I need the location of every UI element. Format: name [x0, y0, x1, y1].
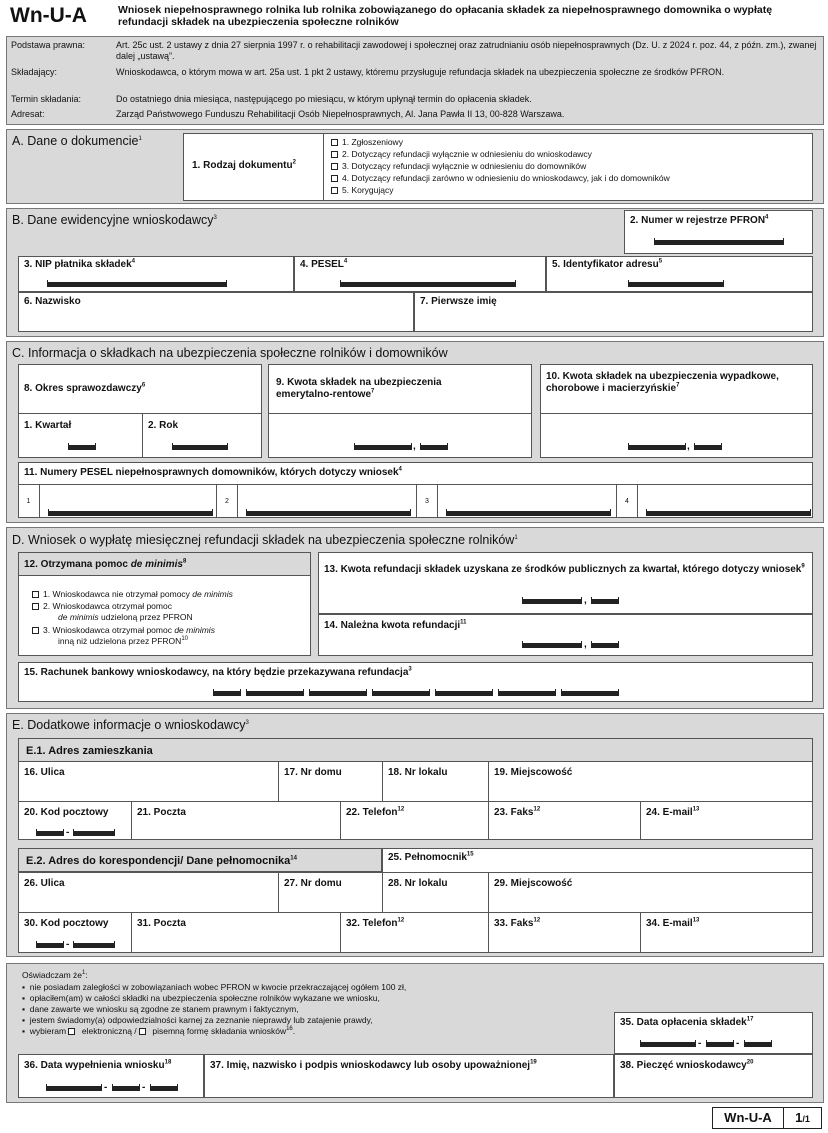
pesel-slot-cells[interactable] — [646, 509, 811, 516]
declaration-item: ▪ opłaciłem(am) w całości składki na ubezpieczenia społeczne rolników wykazane we wniosku, — [22, 993, 380, 1003]
pesel-slot: 3 — [416, 484, 438, 518]
checkbox[interactable] — [331, 139, 338, 146]
correspondence-title: E.2. Adres do korespondencji/ Dane pełnomocnika$^{14}$ — [26, 855, 297, 867]
de-minimis-option-cont: de minimis udzieloną przez PFRON — [58, 612, 193, 622]
doc-type-option[interactable]: 5. Korygujący — [331, 185, 394, 195]
page-indicator: 1/1 — [784, 1107, 822, 1129]
post-office-label: 31. Poczta — [137, 918, 186, 929]
postal-code-cells[interactable] — [73, 829, 115, 836]
de-minimis-label: 12. Otrzymana pomoc de minimis$^8$ — [24, 558, 187, 570]
col-line — [488, 762, 489, 801]
col-line — [382, 762, 383, 801]
payment-date-label: 35. Data opłacenia składek$^{17}$ — [620, 1016, 754, 1028]
postal-code-cells[interactable] — [36, 941, 64, 948]
payment-date-cells[interactable] — [706, 1040, 734, 1047]
col-line — [488, 873, 489, 912]
comma: , — [687, 441, 690, 452]
proxy-label: 25. Pełnomocnik$^{15}$ — [388, 851, 474, 863]
bank-account-cells[interactable] — [246, 689, 304, 696]
col-line — [278, 762, 279, 801]
section-b-title: B. Dane ewidencyjne wnioskodawcy$^3$ — [12, 213, 217, 227]
col-line — [278, 873, 279, 912]
stamp-label: 38. Pieczęć wnioskodawcy$^{20}$ — [620, 1059, 754, 1071]
pfron-number-label: 2. Numer w rejestrze PFRON$^4$ — [630, 214, 769, 226]
due-refund-cells[interactable] — [522, 641, 582, 648]
quarter-cells[interactable] — [68, 443, 96, 450]
address-id-label: 5. Identyfikator adresu$^5$ — [552, 258, 663, 270]
dash: - — [66, 827, 70, 838]
info-label: Podstawa prawna: — [11, 40, 86, 50]
pension-contrib-cents[interactable] — [420, 443, 448, 450]
postal-code-label: 20. Kod pocztowy — [24, 807, 109, 818]
pesel-slot-cells[interactable] — [446, 509, 611, 516]
doc-type-option[interactable]: 3. Dotyczący refundacji wyłącznie w odniesieniu do domowników — [331, 161, 586, 171]
city-label: 19. Miejscowość — [494, 767, 573, 778]
info-label: Składający: — [11, 67, 58, 77]
dash: - — [142, 1082, 146, 1093]
phone-label: 22. Telefon$^{12}$ — [346, 806, 405, 818]
phone-label: 32. Telefon$^{12}$ — [346, 917, 405, 929]
pesel-slot: 1 — [18, 484, 40, 518]
bank-account-cells[interactable] — [498, 689, 556, 696]
pesel-slot-cells[interactable] — [246, 509, 411, 516]
declaration-item: ▪ dane zawarte we wniosku są zgodne ze stanem prawnym i faktycznym, — [22, 1004, 299, 1014]
street-label: 16. Ulica — [24, 767, 65, 778]
pension-contrib-label: 9. Kwota składek na ubezpieczenia emerytalno-rentowe$^7$ — [276, 377, 442, 400]
bank-account-cells[interactable] — [213, 689, 241, 696]
postal-code-cells[interactable] — [36, 829, 64, 836]
declaration-item: ▪ jestem świadomy(a) odpowiedzialności karnej za zeznanie nieprawdy lub zatajenie prawdy, — [22, 1015, 373, 1025]
nip-cells[interactable] — [47, 280, 227, 287]
form-title: Wniosek niepełnosprawnego rolnika lub rolnika zobowiązanego do opłacania składek za niepełnosprawnego domownika o wypłatę refundacji składek na ubezpieczenia społeczne rolników — [118, 4, 773, 28]
checkbox[interactable] — [32, 603, 39, 610]
de-minimis-option[interactable]: 1. Wnioskodawca nie otrzymał pomocy de minimis — [32, 589, 233, 599]
post-office-label: 21. Poczta — [137, 807, 186, 818]
checkbox[interactable] — [331, 187, 338, 194]
fill-date-cells[interactable] — [150, 1084, 178, 1091]
bank-account-cells[interactable] — [435, 689, 493, 696]
apartment-no-label: 28. Nr lokalu — [388, 878, 448, 889]
footer-code: Wn-U-A — [712, 1107, 784, 1129]
doc-type-label: 1. Rodzaj dokumentu$^2$ — [192, 159, 296, 171]
fax-label: 23. Faks$^{12}$ — [494, 806, 541, 818]
due-refund-label: 14. Należna kwota refundacji$^{11}$ — [324, 619, 467, 631]
public-refund-cents[interactable] — [591, 597, 619, 604]
due-refund-cents[interactable] — [591, 641, 619, 648]
postal-code-cells[interactable] — [73, 941, 115, 948]
declaration-title: Oświadczam $że^1$: — [22, 970, 88, 980]
comma: , — [584, 595, 587, 606]
checkbox[interactable] — [68, 1028, 75, 1035]
public-refund-label: 13. Kwota refundacji składek uzyskana ze środków publicznych za kwartał, którego dotyczy wniosek$^9$ — [324, 563, 805, 575]
pfron-number-cells[interactable] — [654, 238, 784, 245]
nip-label: 3. NIP płatnika składek$^4$ — [24, 258, 135, 270]
residence-title: E.1. Adres zamieszkania — [26, 745, 153, 757]
public-refund-cells[interactable] — [522, 597, 582, 604]
first-name-label: 7. Pierwsze imię — [420, 296, 497, 307]
doc-type-option[interactable]: 4. Dotyczący refundacji zarówno w odniesieniu do wnioskodawcy, jak i do domowników — [331, 173, 670, 183]
dash: - — [698, 1038, 702, 1049]
info-text: Wnioskodawca, o którym mowa w art. 25a ust. 1 pkt 2 ustawy, któremu przysługuje refundacja składek na ubezpieczenia społeczne ze środków PFRON. — [116, 67, 725, 77]
dash: - — [104, 1082, 108, 1093]
street-label: 26. Ulica — [24, 878, 65, 889]
checkbox[interactable] — [32, 627, 39, 634]
row-line — [18, 801, 813, 802]
checkbox[interactable] — [139, 1028, 146, 1035]
de-minimis-option-cont: inną niż udzielona przez PFRON$^{10}$ — [58, 636, 188, 646]
row-line — [18, 912, 813, 913]
period-label: 8. Okres sprawozdawczy$^6$ — [24, 382, 146, 394]
payment-date-cells[interactable] — [640, 1040, 696, 1047]
pesel-cells[interactable] — [340, 280, 516, 287]
divider — [142, 413, 143, 458]
email-label: 24. E-mail$^{13}$ — [646, 806, 700, 818]
checkbox[interactable] — [331, 163, 338, 170]
surname-label: 6. Nazwisko — [24, 296, 81, 307]
checkbox[interactable] — [331, 151, 338, 158]
col-line — [131, 801, 132, 840]
form-code: Wn-U-A — [10, 4, 87, 27]
bank-account-cells[interactable] — [561, 689, 619, 696]
email-label: 34. E-mail$^{13}$ — [646, 917, 700, 929]
dash: - — [66, 939, 70, 950]
section-d-title: D. Wniosek o wypłatę miesięcznej refundacji składek na ubezpieczenia społeczne rolników$^1$ — [12, 533, 518, 547]
domestic-pesel-label: 11. Numery PESEL niepełnosprawnych domowników, których dotyczy wniosek$^4$ — [24, 466, 402, 478]
house-no-label: 27. Nr domu — [284, 878, 342, 889]
apartment-no-label: 18. Nr lokalu — [388, 767, 448, 778]
bank-account-cells[interactable] — [309, 689, 367, 696]
pesel-slot-cells[interactable] — [48, 509, 213, 516]
checkbox[interactable] — [331, 175, 338, 182]
bank-account-cells[interactable] — [372, 689, 430, 696]
divider — [540, 413, 813, 414]
col-line — [340, 912, 341, 953]
comma: , — [584, 639, 587, 650]
info-text: Zarząd Państwowego Funduszu Rehabilitacji Osób Niepełnosprawnych, Al. Jana Pawła II 13, 00-828 Warszawa. — [116, 109, 565, 119]
signature-label: 37. Imię, nazwisko i podpis wnioskodawcy lub osoby upoważnionej$^{19}$ — [210, 1059, 537, 1071]
year-cells[interactable] — [172, 443, 228, 450]
col-line — [640, 801, 641, 840]
pesel-slot: 4 — [616, 484, 638, 518]
col-line — [382, 848, 383, 912]
info-label: Adresat: — [11, 109, 45, 119]
divider — [268, 413, 532, 414]
col-line — [131, 912, 132, 953]
info-text: Do ostatniego dnia miesiąca, następującego po miesiącu, w którym upłynął termin do opłacenia składek. — [116, 94, 532, 104]
col-line — [340, 801, 341, 840]
section-c-title: C. Informacja o składkach na ubezpieczenia społeczne rolników i domowników — [12, 346, 448, 360]
bank-account-label: 15. Rachunek bankowy wnioskodawcy, na który będzie przekazywana refundacja$^3$ — [24, 666, 412, 678]
fill-date-cells[interactable] — [46, 1084, 102, 1091]
fill-date-cells[interactable] — [112, 1084, 140, 1091]
declaration-item: ▪ nie posiadam zaległości w zobowiązaniach wobec PFRON w kwocie przekraczającej ogółem 100 zł, — [22, 982, 407, 992]
declaration-item: ▪ wybieram elektroniczną / pisemną formę składania wniosków$^{16}$. — [22, 1026, 296, 1036]
city-label: 29. Miejscowość — [494, 878, 573, 889]
col-line — [488, 801, 489, 840]
public-refund-box — [318, 552, 813, 614]
year-label: 2. Rok — [148, 420, 179, 431]
doc-type-option[interactable]: 2. Dotyczący refundacji wyłącznie w odniesieniu do wnioskodawcy — [331, 149, 592, 159]
comma: , — [413, 441, 416, 452]
payment-date-cells[interactable] — [744, 1040, 772, 1047]
accident-contrib-cells[interactable] — [628, 443, 686, 450]
info-label: Termin składania: — [11, 94, 82, 104]
pesel-label: 4. PESEL$^4$ — [300, 258, 348, 270]
house-no-label: 17. Nr domu — [284, 767, 342, 778]
doc-type-option[interactable]: 1. Zgłoszeniowy — [331, 137, 403, 147]
section-e-title: E. Dodatkowe informacje o wnioskodawcy$^3$ — [12, 718, 249, 732]
address-id-cells[interactable] — [628, 280, 724, 287]
info-text: Art. 25c ust. 2 ustawy z dnia 27 sierpnia 1997 r. o rehabilitacji zawodowej i społecznej oraz zatrudnianiu osób niepełnosprawnych (Dz. U. z 2024 r. poz. 44, z późn. zm.), zwanej dalej „ustawą”. — [116, 40, 817, 61]
accident-contrib-cents[interactable] — [694, 443, 722, 450]
pesel-slot: 2 — [216, 484, 238, 518]
de-minimis-option[interactable]: 3. Wnioskodawca otrzymał pomoc de minimis — [32, 625, 215, 635]
fax-label: 33. Faks$^{12}$ — [494, 917, 541, 929]
col-line — [488, 912, 489, 953]
pension-contrib-cells[interactable] — [354, 443, 412, 450]
doc-type-divider — [323, 133, 324, 201]
fill-date-label: 36. Data wypełnienia wniosku$^{18}$ — [24, 1059, 172, 1071]
de-minimis-option[interactable]: 2. Wnioskodawca otrzymał pomoc — [32, 601, 172, 611]
section-a-title: A. Dane o dokumencie$^1$ — [12, 134, 142, 148]
checkbox[interactable] — [32, 591, 39, 598]
quarter-label: 1. Kwartał — [24, 420, 72, 431]
row-line — [18, 872, 813, 873]
postal-code-label: 30. Kod pocztowy — [24, 918, 109, 929]
dash: - — [736, 1038, 740, 1049]
divider — [18, 413, 262, 414]
col-line — [640, 912, 641, 953]
accident-contrib-label: 10. Kwota składek na ubezpieczenia wypadkowe, chorobowe i macierzyńskie$^7$ — [546, 371, 779, 394]
